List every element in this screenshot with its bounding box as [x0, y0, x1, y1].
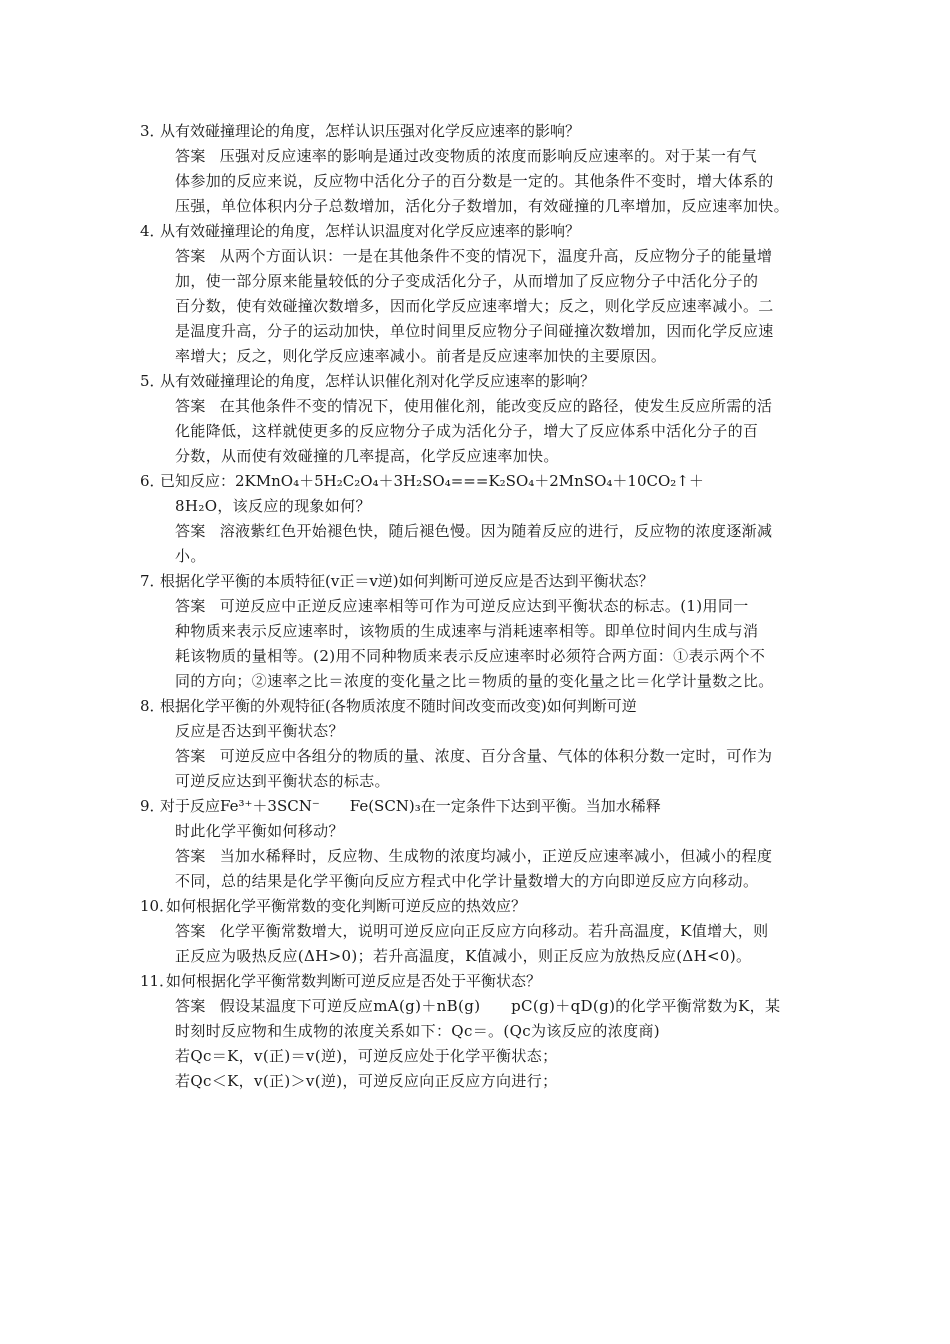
answer-line: 小。 [175, 547, 206, 565]
answer-line: 耗该物质的量相等。(2)用不同种物质来表示反应速率时必须符合两方面：①表示两个不 [175, 647, 766, 665]
answer-line: 百分数，使有效碰撞次数增多，因而化学反应速率增大；反之，则化学反应速率减小。二 [175, 297, 774, 315]
question-7 [140, 569, 820, 594]
question-number: 11． [140, 972, 175, 990]
answer-line [140, 394, 820, 419]
answer-line: 若Qc＝K，v(正)＝v(逆)，可逆反应处于化学平衡状态； [175, 1047, 558, 1065]
question-10 [140, 894, 820, 919]
question-text: 根据化学平衡的外观特征(各物质浓度不随时间改变而改变)如何判断可逆 [160, 697, 637, 715]
answer-line: 化能降低，这样就使更多的反应物分子成为活化分子，增大了反应体系中活化分子的百 [175, 422, 759, 440]
answer-text: 可逆反应中各组分的物质的量、浓度、百分含量、气体的体积分数一定时，可作为 [219, 747, 773, 765]
answer-line [140, 919, 820, 944]
question-text: 如何根据化学平衡常数判断可逆反应是否处于平衡状态？ [166, 972, 542, 990]
answer-line [140, 994, 820, 1019]
question-8 [140, 694, 820, 719]
answer-line: 加，使一部分原来能量较低的分子变成活化分子，从而增加了反应物分子中活化分子的 [175, 272, 759, 290]
question-text: 已知反应：2KMnO₄＋5H₂C₂O₄＋3H₂SO₄===K₂SO₄＋2MnSO₄＋10CO₂↑＋ [160, 472, 704, 490]
answer-text: 压强对反应速率的影响是通过改变物质的浓度而影响反应速率的。对于某一有气 [219, 147, 757, 165]
answer-label: 答案 [175, 247, 206, 265]
answer-line: 分数，从而使有效碰撞的几率提高，化学反应速率加快。 [175, 447, 559, 465]
question-continuation: 反应是否达到平衡状态？ [175, 722, 344, 740]
question-11 [140, 969, 820, 994]
answer-text: 化学平衡常数增大，说明可逆反应向正反应方向移动。若升高温度，K值增大，则 [219, 922, 769, 940]
answer-label: 答案 [175, 747, 206, 765]
question-text: 从有效碰撞理论的角度，怎样认识催化剂对化学反应速率的影响？ [160, 372, 596, 390]
question-number: 9． [140, 797, 165, 815]
answer-label: 答案 [175, 847, 206, 865]
question-number: 5． [140, 372, 165, 390]
question-text: 根据化学平衡的本质特征(v正＝v逆)如何判断可逆反应是否达到平衡状态？ [160, 572, 654, 590]
answer-text: 从两个方面认识：一是在其他条件不变的情况下，温度升高，反应物分子的能量增 [219, 247, 773, 265]
question-5 [140, 369, 820, 394]
answer-text: 假设某温度下可逆反应mA(g)＋nB(g) pC(g)＋qD(g)的化学平衡常数为K，某 [219, 997, 781, 1015]
question-continuation: 8H₂O，该反应的现象如何？ [175, 497, 371, 515]
answer-line: 是温度升高，分子的运动加快，单位时间里反应物分子间碰撞次数增加，因而化学反应速 [175, 322, 774, 340]
answer-line: 正反应为吸热反应(ΔH>0)；若升高温度，K值减小，则正反应为放热反应(ΔH<0)。 [175, 947, 752, 965]
question-number: 10． [140, 897, 175, 915]
question-continuation: 时此化学平衡如何移动？ [175, 822, 344, 840]
answer-text: 当加水稀释时，反应物、生成物的浓度均减小，正逆反应速率减小，但减小的程度 [219, 847, 773, 865]
answer-line [140, 844, 820, 869]
qa-list [140, 119, 820, 1094]
question-number: 3． [140, 122, 165, 140]
question-4 [140, 219, 820, 244]
answer-line: 体参加的反应来说，反应物中活化分子的百分数是一定的。其他条件不变时，增大体系的 [175, 172, 774, 190]
answer-text: 在其他条件不变的情况下，使用催化剂，能改变反应的路径，使发生反应所需的活 [219, 397, 773, 415]
answer-line [140, 519, 820, 544]
question-text: 从有效碰撞理论的角度，怎样认识压强对化学反应速率的影响？ [160, 122, 581, 140]
question-text: 对于反应Fe³⁺＋3SCN⁻ Fe(SCN)₃在一定条件下达到平衡。当加水稀释 [160, 797, 661, 815]
answer-line: 不同，总的结果是化学平衡向反应方程式中化学计量数增大的方向即逆反应方向移动。 [175, 872, 759, 890]
answer-label: 答案 [175, 922, 206, 940]
answer-line [140, 744, 820, 769]
answer-line: 同的方向；②速率之比＝浓度的变化量之比＝物质的量的变化量之比＝化学计量数之比。 [175, 672, 774, 690]
question-number: 7． [140, 572, 165, 590]
answer-line: 种物质来表示反应速率时，该物质的生成速率与消耗速率相等。即单位时间内生成与消 [175, 622, 759, 640]
answer-line: 压强，单位体积内分子总数增加，活化分子数增加，有效碰撞的几率增加，反应速率加快。 [175, 197, 790, 215]
answer-label: 答案 [175, 397, 206, 415]
question-6 [140, 469, 820, 494]
answer-label: 答案 [175, 597, 206, 615]
answer-label: 答案 [175, 522, 206, 540]
question-text: 从有效碰撞理论的角度，怎样认识温度对化学反应速率的影响？ [160, 222, 581, 240]
answer-label: 答案 [175, 147, 206, 165]
answer-line: 时刻时反应物和生成物的浓度关系如下：Qc＝。(Qc为该反应的浓度商) [175, 1022, 661, 1040]
question-text: 如何根据化学平衡常数的变化判断可逆反应的热效应？ [166, 897, 527, 915]
answer-label: 答案 [175, 997, 206, 1015]
answer-line [140, 244, 820, 269]
question-9 [140, 794, 820, 819]
answer-line: 可逆反应达到平衡状态的标志。 [175, 772, 390, 790]
answer-text: 溶液紫红色开始褪色快，随后褪色慢。因为随着反应的进行，反应物的浓度逐渐减 [219, 522, 773, 540]
answer-line [140, 594, 820, 619]
question-3 [140, 119, 820, 144]
answer-line: 若Qc＜K，v(正)＞v(逆)，可逆反应向正反应方向进行； [175, 1072, 558, 1090]
question-number: 4． [140, 222, 165, 240]
question-number: 6． [140, 472, 165, 490]
answer-text: 可逆反应中正逆反应速率相等可作为可逆反应达到平衡状态的标志。(1)用同一 [219, 597, 749, 615]
answer-line [140, 144, 820, 169]
question-number: 8． [140, 697, 165, 715]
answer-line: 率增大；反之，则化学反应速率减小。前者是反应速率加快的主要原因。 [175, 347, 667, 365]
